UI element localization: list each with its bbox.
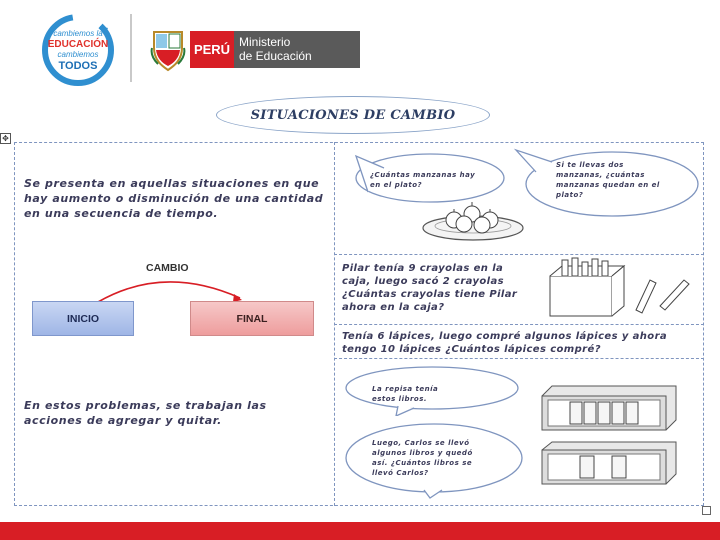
final-box: FINAL — [190, 301, 314, 336]
logo-line2: EDUCACIÓN — [47, 39, 109, 50]
table-resize-handle[interactable] — [702, 506, 711, 515]
ministry-line1: Ministerio — [239, 35, 291, 49]
footer-brand-bar — [0, 522, 720, 540]
ministry-line2: de Educación — [239, 49, 312, 63]
peru-label: PERÚ — [190, 31, 234, 68]
inicio-box: INICIO — [32, 301, 134, 336]
table-row-divider — [334, 324, 704, 325]
table-row-divider — [334, 254, 704, 255]
ministry-label — [234, 31, 360, 68]
bubble3-text: La repisa tenía estos libros. — [372, 385, 439, 403]
table-move-handle-icon[interactable]: ✥ — [0, 133, 11, 144]
logo-line4: TODOS — [58, 60, 98, 72]
problem2-text: Tenía 6 lápices, luego compré algunos lápices y ahora tengo 10 lápices ¿Cuántos lápices compré? — [342, 331, 668, 355]
problem1-text: Pilar tenía 9 crayolas en la caja, luego sacó 2 crayolas ¿Cuántas crayolas tiene Pilar ahora en la caja? — [342, 263, 518, 313]
crayon-box-illustration — [544, 256, 694, 320]
logo-line1: cambiemos la — [53, 29, 103, 38]
table-row-divider — [334, 358, 704, 359]
bubble2-text: Si te llevas dos manzanas, ¿cuántas manzanas quedan en el plato? — [556, 161, 660, 199]
campaign-logo — [40, 12, 116, 88]
intro-text: Se presenta en aquellas situaciones en que hay aumento o disminución de una cantidad en una secuencia de tiempo. — [24, 177, 324, 220]
cambio-label: CAMBIO — [146, 262, 189, 274]
bookshelf-partial-illustration — [540, 440, 678, 486]
outro-text: En estos problemas, se trabajan las acciones de agregar y quitar. — [24, 399, 267, 427]
bubble1-text: ¿Cuántas manzanas hay en el plato? — [370, 171, 476, 189]
peru-shield-icon — [150, 28, 186, 72]
page-title: SITUACIONES DE CAMBIO — [216, 96, 490, 134]
logo-line3: cambiemos — [57, 50, 99, 59]
apple-plate-illustration — [420, 198, 526, 244]
bookshelf-full-illustration — [540, 384, 678, 432]
header-divider — [130, 14, 132, 82]
bubble4-text: Luego, Carlos se llevó algunos libros y quedó así. ¿Cuántos libros se llevó Carlos? — [372, 439, 473, 477]
